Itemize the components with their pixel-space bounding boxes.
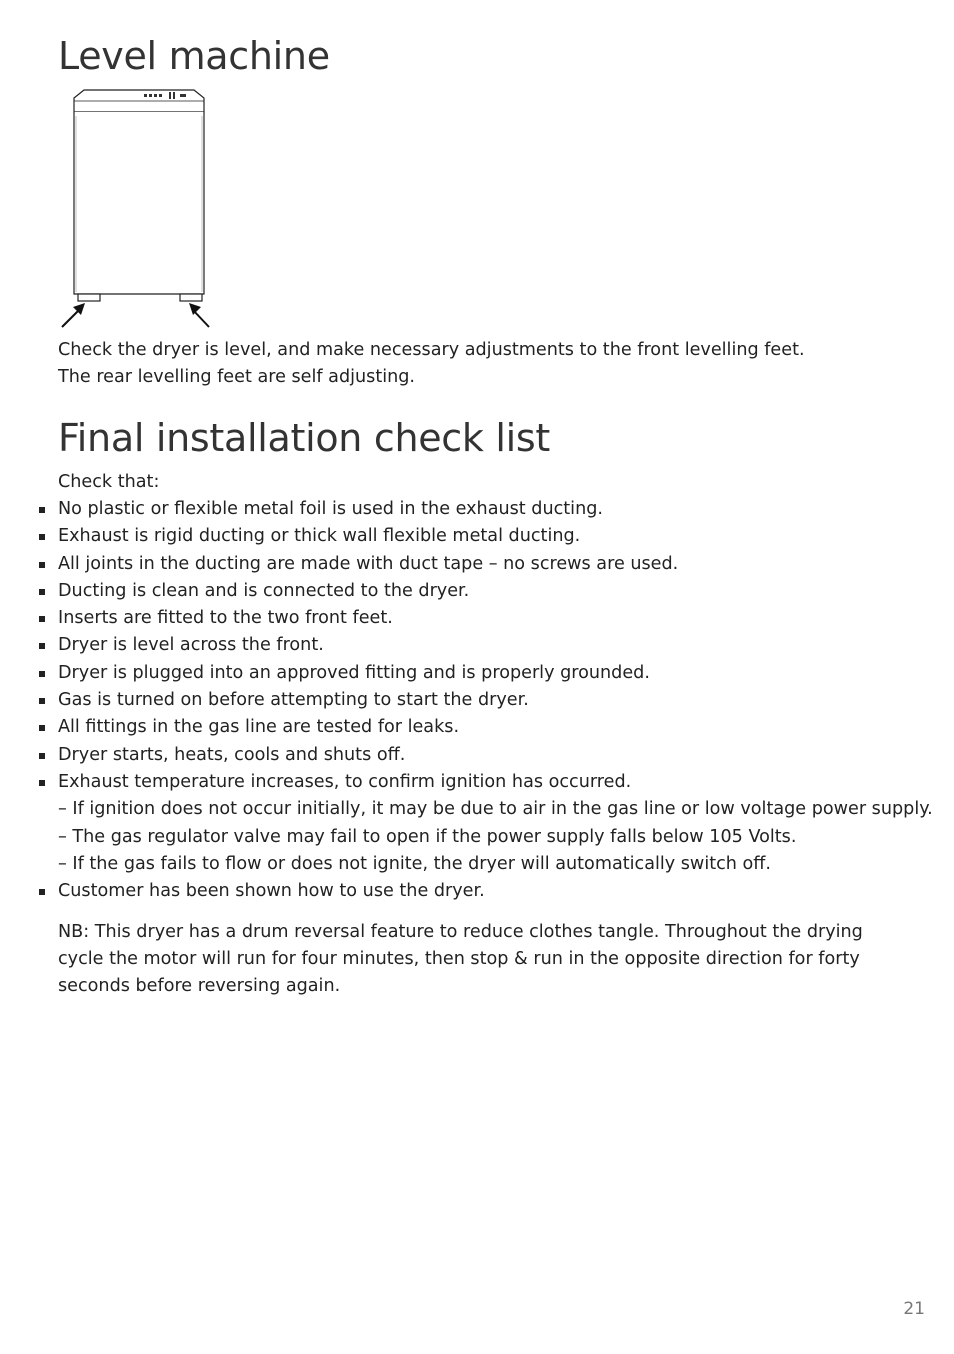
dryer-illustration	[52, 86, 222, 332]
bullet-icon	[39, 671, 45, 677]
bullet-icon	[39, 562, 45, 568]
bullet-icon	[39, 753, 45, 759]
bullet-icon	[39, 698, 45, 704]
checklist-sub-item: – If the gas fails to flow or does not ignite, the dryer will automatically switch off.	[58, 853, 771, 874]
note-paragraph: NB: This dryer has a drum reversal feature to reduce clothes tangle. Throughout the drying cycle the motor will run for four minutes, then stop & run in the opposite direction for forty seconds before reversing again.	[58, 922, 863, 997]
section-title-level-machine: Level machine	[58, 34, 330, 78]
checklist-item: All fittings in the gas line are tested for leaks.	[36, 714, 916, 741]
section-title-final-checklist: Final installation check list	[58, 416, 550, 460]
page-number: 21	[903, 1299, 925, 1319]
checklist-sub-item: – If ignition does not occur initially, it may be due to air in the gas line or low voltage power supply.	[58, 799, 933, 820]
arrow-icon	[62, 303, 85, 327]
bullet-icon	[39, 780, 45, 786]
bullet-icon	[39, 725, 45, 731]
checklist-item: Gas is turned on before attempting to start the dryer.	[36, 687, 916, 714]
level-line: The rear levelling feet are self adjusting.	[58, 367, 416, 388]
checklist-intro: Check that:	[58, 472, 160, 492]
bullet-icon	[39, 643, 45, 649]
checklist	[36, 496, 933, 905]
level-instructions	[58, 337, 898, 391]
checklist-sub-item: – The gas regulator valve may fail to open if the power supply falls below 105 Volts.	[58, 826, 797, 847]
bullet-icon	[39, 889, 45, 895]
bullet-icon	[39, 534, 45, 540]
checklist-item: Ducting is clean and is connected to the dryer.	[36, 578, 916, 605]
checklist-item: Inserts are fitted to the two front feet.	[36, 605, 916, 632]
arrow-icon	[189, 303, 209, 327]
checklist-item: Exhaust temperature increases, to confirm ignition has occurred. – If ignition does not occur initially, it may be due to air in the gas line or low voltage power supply. – The gas regulator valve may fail to open if the power supply falls below 105 Volts. – If the gas fails to flow or does not ignite, the dryer will automatically switch off.	[36, 769, 916, 878]
checklist-item: All joints in the ducting are made with duct tape – no screws are used.	[36, 551, 916, 578]
level-line: Check the dryer is level, and make necessary adjustments to the front levelling feet.	[58, 340, 805, 360]
bullet-icon	[39, 507, 45, 513]
checklist-item: Dryer starts, heats, cools and shuts off.	[36, 742, 916, 769]
checklist-item: Customer has been shown how to use the dryer.	[36, 878, 916, 905]
checklist-item: Dryer is level across the front.	[36, 632, 916, 659]
bullet-icon	[39, 589, 45, 595]
checklist-item: Exhaust is rigid ducting or thick wall flexible metal ducting.	[36, 523, 916, 550]
checklist-item: No plastic or flexible metal foil is used in the exhaust ducting.	[36, 496, 916, 523]
checklist-item: Dryer is plugged into an approved fitting and is properly grounded.	[36, 660, 916, 687]
bullet-icon	[39, 616, 45, 622]
